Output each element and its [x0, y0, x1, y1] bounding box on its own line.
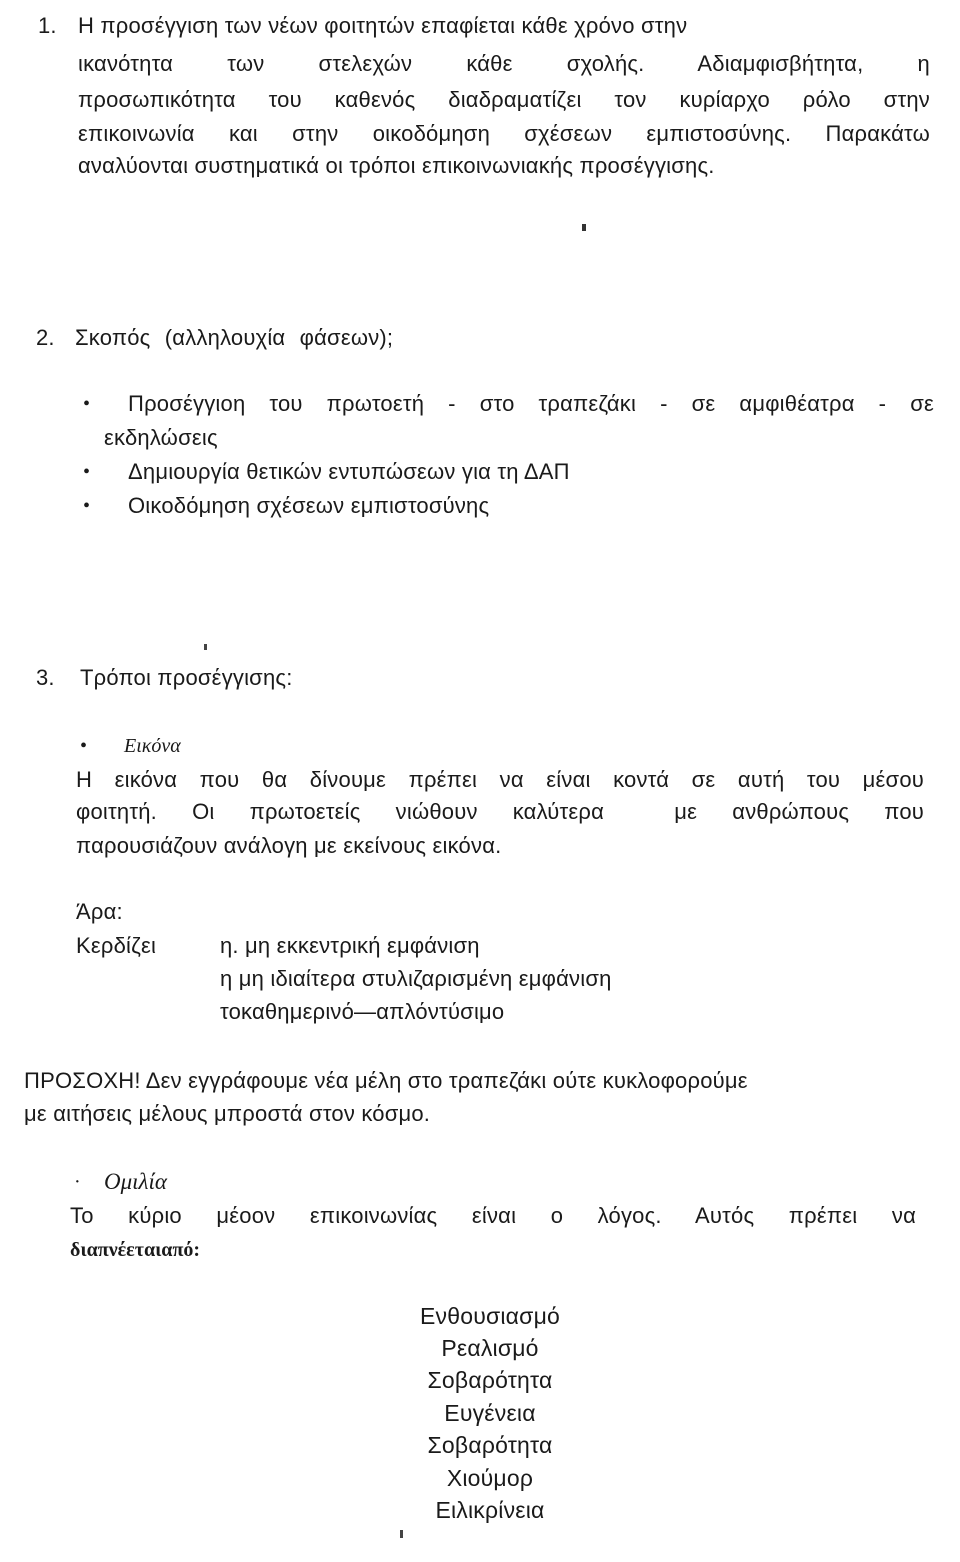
bullet-icon: •: [83, 393, 91, 415]
section-2-item-1-line-2: εκδηλώσεις: [104, 425, 218, 450]
scan-speck: [400, 1530, 403, 1538]
wins-item-3: τοκαθημερινό—απλόντύσιμο: [220, 999, 505, 1024]
quality-item: Σοβαρότητα: [427, 1432, 553, 1458]
wins-label: Κερδίζει: [76, 933, 157, 958]
bullet-icon: ·: [74, 1171, 81, 1193]
quality-item: Σοβαρότητα: [427, 1367, 553, 1393]
section-2-heading: Σκοπός (αλληλουχία φάσεων);: [75, 325, 394, 350]
warning-line-2: με αιτήσεις μέλους μπροστά στον κόσμο.: [24, 1101, 431, 1126]
section-2-number: 2.: [36, 325, 55, 350]
section-1-number: 1.: [38, 13, 57, 38]
image-item-line-1: Η εικόνα που θα δίνουμε πρέπει να είναι κοντά σε αυτή του μέσου: [76, 767, 924, 792]
section-3-heading: Τρόποι προσέγγισης:: [80, 665, 293, 690]
section-2-item-1-line-1: Προσέγγιοη του πρωτοετή - στο τραπεζάκι - σε αμφιθέατρα - σε: [128, 391, 934, 416]
section-2-item-2: Δημιουργία θετικών εντυπώσεων για τη ΔΑΠ: [128, 459, 570, 484]
image-item-line-3: παρουσιάζουν ανάλογη με εκείνους εικόνα.: [76, 833, 502, 858]
section-1-line-2: ικανότητα των στελεχών κάθε σχολής. Αδιαμφισβήτητα, η: [78, 51, 930, 76]
wins-item-2: η μη ιδιαίτερα στυλιζαρισμένη εμφάνιση: [220, 966, 612, 991]
scan-speck: [204, 644, 207, 650]
warning-line-1: ΠΡΟΣΟΧΗ! Δεν εγγράφουμε νέα μέλη στο τραπεζάκι ούτε κυκλοφορούμε: [24, 1068, 748, 1093]
section-1-line-5: αναλύονται συστηματικά οι τρόποι επικοινωνιακής προσέγγισης.: [78, 153, 715, 178]
quality-item: Ειλικρίνεια: [435, 1497, 545, 1523]
section-3-number: 3.: [36, 665, 55, 690]
speech-item-title: Ομιλία: [104, 1169, 167, 1194]
so-label: Άρα:: [76, 899, 123, 924]
speech-item-line-1: Το κύριο μέοον επικοινωνίας είναι ο λόγος. Αυτός πρέπει να: [70, 1203, 916, 1228]
quality-item: Ενθουσιασμό: [419, 1303, 561, 1329]
quality-item: Ρεαλισμό: [441, 1335, 539, 1361]
bullet-icon: •: [83, 495, 91, 517]
section-1-line-3: προσωπικότητα του καθενός διαδραματίζει τον κυρίαρχο ρόλο στην: [78, 87, 930, 112]
section-1-line-1: Η προσέγγιση των νέων φοιτητών επαφίεται κάθε χρόνο στην: [78, 13, 688, 38]
speech-item-line-2: διαπνέεταιαπό:: [70, 1239, 201, 1261]
quality-item: Χιούμορ: [446, 1465, 534, 1491]
section-1-line-4: επικοινωνία και στην οικοδόμηση σχέσεων εμπιστοσύνης. Παρακάτω: [78, 121, 930, 146]
image-item-title: Εικόνα: [124, 735, 181, 757]
quality-item: Ευγένεια: [444, 1400, 536, 1426]
wins-item-1: η. μη εκκεντρική εμφάνιση: [220, 933, 480, 958]
bullet-icon: •: [83, 461, 91, 483]
section-2-item-3: Οικοδόμηση σχέσεων εμπιστοσύνης: [128, 493, 490, 518]
image-item-line-2: φοιτητή. Οι πρωτοετείς νιώθουν καλύτερα με ανθρώπους που: [76, 799, 924, 824]
bullet-icon: •: [80, 735, 88, 757]
scan-speck: [582, 224, 586, 231]
